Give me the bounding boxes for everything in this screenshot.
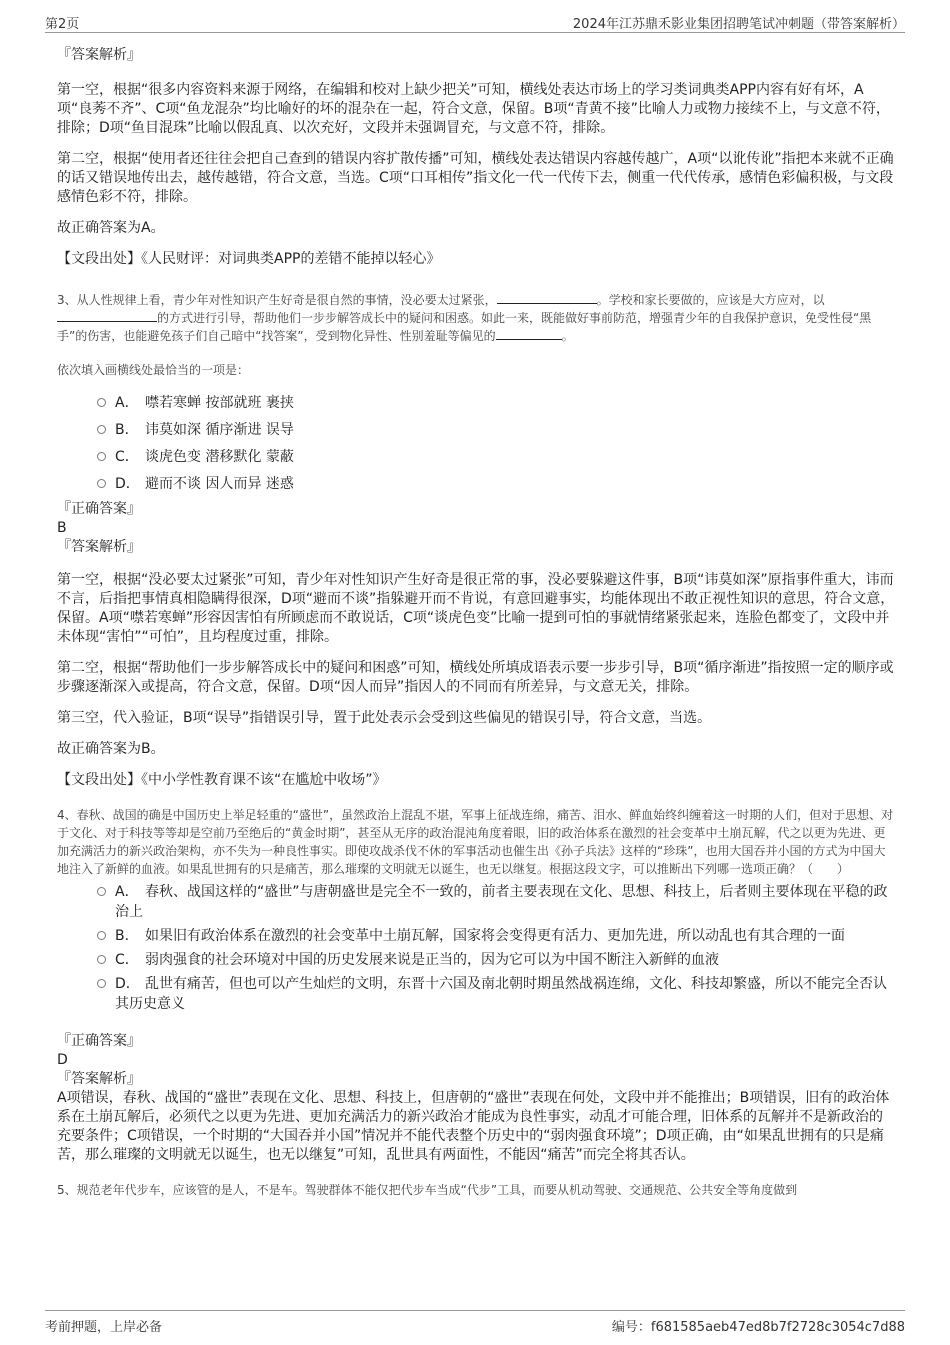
q3-option-a[interactable]: A． 噤若寒蝉 按部就班 裹挟 xyxy=(57,393,895,413)
page-number: 第2页 xyxy=(45,17,80,32)
q4-analysis: A项错误，春秋、战国的“盛世”表现在文化、思想、科技上，但唐朝的“盛世”表现在何处，文段中并不能推出；B项错误，旧有的政治体系在土崩瓦解后，必须代之以更为先进、更加充满活力的新兴政治才能成为良性事实，动乱才可能合理，旧体系的瓦解并不是新政治的充要条件；C项错误，一个时期的“大国吞并小国”情况并不能代表整个历史中的“弱肉强食环境”；D项正确，由“如果乱世拥有的只是痛苦，那么璀璨的文明就无以诞生，也无以继复”可知，乱世具有两面性，不能因“痛苦”而完全将其否认。 xyxy=(57,1090,890,1163)
radio-icon[interactable] xyxy=(97,425,106,434)
q3-stem-part4: 。 xyxy=(561,329,574,343)
radio-icon[interactable] xyxy=(97,479,106,488)
q4-answer: D xyxy=(57,1052,68,1068)
page-footer xyxy=(45,1310,905,1335)
document-title: 2024年江苏鼎禾影业集团招聘笔试冲刺题（带答案解析） xyxy=(572,17,905,32)
q4-option-c[interactable]: C． 弱肉强食的社会环境对中国的历史发展来说是正当的，因为它可以为中国不断注入新鲜的血液 xyxy=(57,950,895,970)
q4-analysis-label: 『答案解析』 xyxy=(57,1071,141,1087)
q4-option-b[interactable]: B． 如果旧有政治体系在激烈的社会变革中土崩瓦解，国家将会变得更有活力、更加先进，所以动乱也有其合理的一面 xyxy=(57,926,895,946)
radio-icon[interactable] xyxy=(97,979,106,988)
radio-icon[interactable] xyxy=(97,955,106,964)
q3-blank-1 xyxy=(497,291,597,304)
q2-source: 【文段出处】《人民财评：对词典类APP的差错不能掉以轻心》 xyxy=(57,251,441,267)
q3-analysis-label: 『答案解析』 xyxy=(57,539,141,555)
q3-stem xyxy=(57,291,895,345)
q3-stem-part1: 3、从人性规律上看，青少年对性知识产生好奇是很自然的事情，没必要太过紧张， xyxy=(57,293,497,307)
q4-answer-label: 『正确答案』 xyxy=(57,1033,141,1049)
page-header xyxy=(45,10,905,33)
q4-options xyxy=(57,882,895,1014)
radio-icon[interactable] xyxy=(97,452,106,461)
document-id: 编号：f681585aeb47ed8b7f2728c3054c7d88 xyxy=(611,1320,905,1335)
q4-option-d[interactable]: D． 乱世有痛苦，但也可以产生灿烂的文明，东晋十六国及南北朝时期虽然战祸连绵，文化、科技却繁盛，所以不能完全否认其历史意义 xyxy=(57,974,895,1014)
q4-option-a[interactable]: A． 春秋、战国这样的“盛世”与唐朝盛世是完全不一致的，前者主要表现在文化、思想、科技上，后者则主要体现在平稳的政治上 xyxy=(57,882,895,922)
q2-analysis-p2: 第二空，根据“使用者还往往会把自己查到的错误内容扩散传播”可知，横线处表达错误内容越传越广，A项“以讹传讹”指把本来就不正确的话又错误地传出去，越传越错，符合文意，当选。C项“口耳相传”指文化一代一代传下去，侧重一代代传承，感情色彩偏积极，与文段感情色彩不符，排除。 xyxy=(57,151,894,205)
q3-options xyxy=(57,393,895,494)
q5-stem: 5、规范老年代步车，应该管的是人，不是车。驾驶群体不能仅把代步车当成“代步”工具，而要从机动驾驶、交通规范、公共安全等角度做到 xyxy=(57,1183,798,1197)
q3-stem-part2: 。学校和家长要做的，应该是大方应对，以 xyxy=(596,293,825,307)
q3-blank-3 xyxy=(496,327,562,340)
q3-answer: B xyxy=(57,520,67,536)
main-content xyxy=(57,40,895,1199)
q3-option-d[interactable]: D． 避而不谈 因人而异 迷惑 xyxy=(57,474,895,494)
q3-analysis-p3: 第三空，代入验证，B项“误导”指错误引导，置于此处表示会受到这些偏见的错误引导，符合文意，当选。 xyxy=(57,710,712,726)
q3-answer-label: 『正确答案』 xyxy=(57,501,141,517)
q2-analysis-p1: 第一空，根据“很多内容资料来源于网络，在编辑和校对上缺少把关”可知，横线处表达市场上的学习类词典类APP内容有好有坏，A项“良莠不齐”、C项“鱼龙混杂”均比喻好的坏的混杂在一起，符合文意，保留。B项“青黄不接”比喻人力或物力接续不上，与文意不符，排除；D项“鱼目混珠”比喻以假乱真、以次充好，文段并未强调冒充，与文意不符，排除。 xyxy=(57,82,890,136)
q3-option-c[interactable]: C． 谈虎色变 潜移默化 蒙蔽 xyxy=(57,447,895,467)
q3-blank-2 xyxy=(57,309,157,322)
q3-analysis-p1: 第一空，根据“没必要太过紧张”可知，青少年对性知识产生好奇是很正常的事，没必要躲避这件事，B项“讳莫如深”原指事件重大，讳而不言，后指把事情真相隐瞒得很深，D项“避而不谈”指躲避开而不肯说，有意回避事实，均能体现出不敢正视性知识的意思，符合文意，保留。A项“噤若寒蝉”形容因害怕有所顾虑而不敢说话，C项“谈虎色变”比喻一提到可怕的事就情绪紧张起来，连脸色都变了，文段中并未体现“害怕”“可怕”，且均程度过重，排除。 xyxy=(57,572,895,645)
q3-stem-part3: 的方式进行引导，帮助他们一步步解答成长中的疑问和困惑。如此一来，既能做好事前防范，增强青少年的自我保护意识，免受性侵“黑手”的伤害，也能避免孩子们自己暗中“找答案”，受到物化异性、性别羞耻等偏见的 xyxy=(57,311,872,343)
radio-icon[interactable] xyxy=(97,931,106,940)
q4-stem: 4、春秋、战国的确是中国历史上举足轻重的“盛世”，虽然政治上混乱不堪，军事上征战连绵，痛苦、泪水、鲜血始终纠缠着这一时期的人们，但对于思想、对于文化、对于科技等等却是空前乃至绝后的“黄金时期”，甚至从无序的政治混沌角度着眼，旧的政治体系在激烈的社会变革中土崩瓦解，代之以更为先进、更加充满活力的新兴政治架构，亦不失为一种良性事实。即使攻战杀伐不休的军事活动也催生出《孙子兵法》这样的“珍珠”，也用大国吞并小国的方式为中国大地注入了新鲜的血液。如果乱世拥有的只是痛苦，那么璀璨的文明就无以诞生，也无以继复。根据这段文字，可以推断出下列哪一选项正确？（ ） xyxy=(57,808,894,876)
q2-conclusion: 故正确答案为A。 xyxy=(57,220,165,236)
q3-instruction: 依次填入画横线处最恰当的一项是： xyxy=(57,363,250,377)
q2-analysis-label: 『答案解析』 xyxy=(57,47,141,63)
q3-analysis-p2: 第二空，根据“帮助他们一步步解答成长中的疑问和困惑”可知，横线处所填成语表示要一步步引导，B项“循序渐进”指按照一定的顺序或步骤逐渐深入或提高，符合文意，保留。D项“因人而异”指因人的不同而有所差异，与文意无关，排除。 xyxy=(57,660,894,695)
q3-option-b[interactable]: B． 讳莫如深 循序渐进 误导 xyxy=(57,420,895,440)
q3-conclusion: 故正确答案为B。 xyxy=(57,741,165,757)
radio-icon[interactable] xyxy=(97,887,106,896)
footer-slogan: 考前押题，上岸必备 xyxy=(45,1320,163,1335)
q3-source: 【文段出处】《中小学性教育课不该“在尴尬中收场”》 xyxy=(57,772,387,788)
radio-icon[interactable] xyxy=(97,398,106,407)
